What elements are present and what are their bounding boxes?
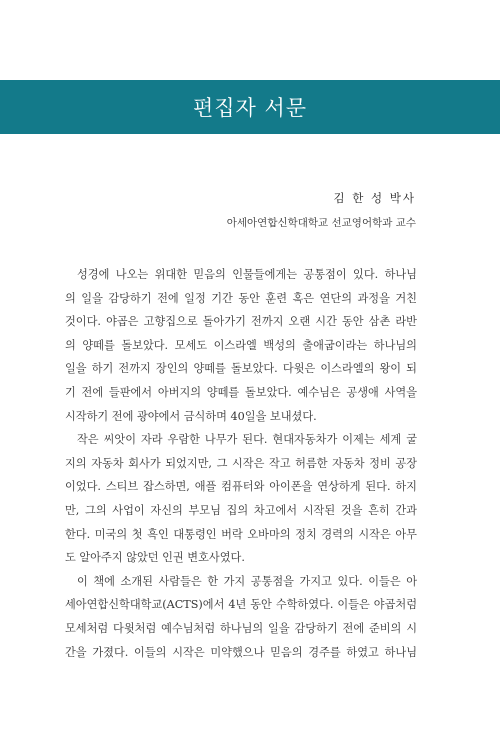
body-line: 이었다. 스티브 잡스하면, 애플 컴퓨터와 아이폰을 연상하게 된다. 하지 [65,480,417,494]
author-name: 김 한 성 박사 [333,191,416,205]
body-line: 도 알아주지 않았던 인권 변호사였다. [65,551,245,565]
body-line: 시작하기 전에 광야에서 금식하며 40일을 보내셨다. [65,409,317,423]
body-line: 기 전에 들판에서 아버지의 양떼를 돌보았다. 예수님은 공생애 사역을 [65,385,417,399]
author-affiliation: 아세아연합신학대학교 선교영어학과 교수 [226,217,416,229]
body-line: 일을 하기 전까지 장인의 양떼를 돌보았다. 다윗은 이스라엘의 왕이 되 [65,362,417,376]
page-title: 편집자 서문 [192,96,308,120]
body-line: 성경에 나오는 위대한 믿음의 인물들에게는 공통점이 있다. 하나님 [77,268,417,281]
body-line: 의 일을 감당하기 전에 일정 기간 동안 훈련 혹은 연단의 과정을 거친 [65,291,417,305]
body-line: 모세처럼 다윗처럼 예수님처럼 하나님의 일을 감당하기 전에 준비의 시 [65,621,417,635]
body-line: 의 양떼를 돌보았다. 모세도 이스라엘 백성의 출애굽이라는 하나님의 [65,338,417,352]
body-line: 지의 자동차 회사가 되었지만, 그 시작은 작고 허름한 자동차 정비 공장 [65,456,417,470]
body-line: 이 책에 소개된 사람들은 한 가지 공통점을 가지고 있다. 이들은 아 [77,574,417,588]
author-block [227,190,416,230]
body-line: 한다. 미국의 첫 흑인 대통령인 버락 오바마의 정치 경력의 시작은 아무 [65,527,417,541]
body-line: 간을 가졌다. 이들의 시작은 미약했으나 믿음의 경주를 하였고 하나님 [65,645,417,659]
body-line: 것이다. 야곱은 고향집으로 돌아가기 전까지 오랜 시간 동안 삼촌 라반 [65,315,417,329]
body-line: 만, 그의 사업이 자신의 부모님 집의 차고에서 시작된 것을 흔히 간과 [65,503,417,517]
header-band [0,80,500,134]
body-line: 작은 씨앗이 자라 우람한 나무가 된다. 현대자동차가 이제는 세계 굴 [77,433,417,447]
body-line: 세아연합신학대학교(ACTS)에서 4년 동안 수학하였다. 이들은 야곱처럼 [65,598,417,612]
body-text [65,263,417,664]
